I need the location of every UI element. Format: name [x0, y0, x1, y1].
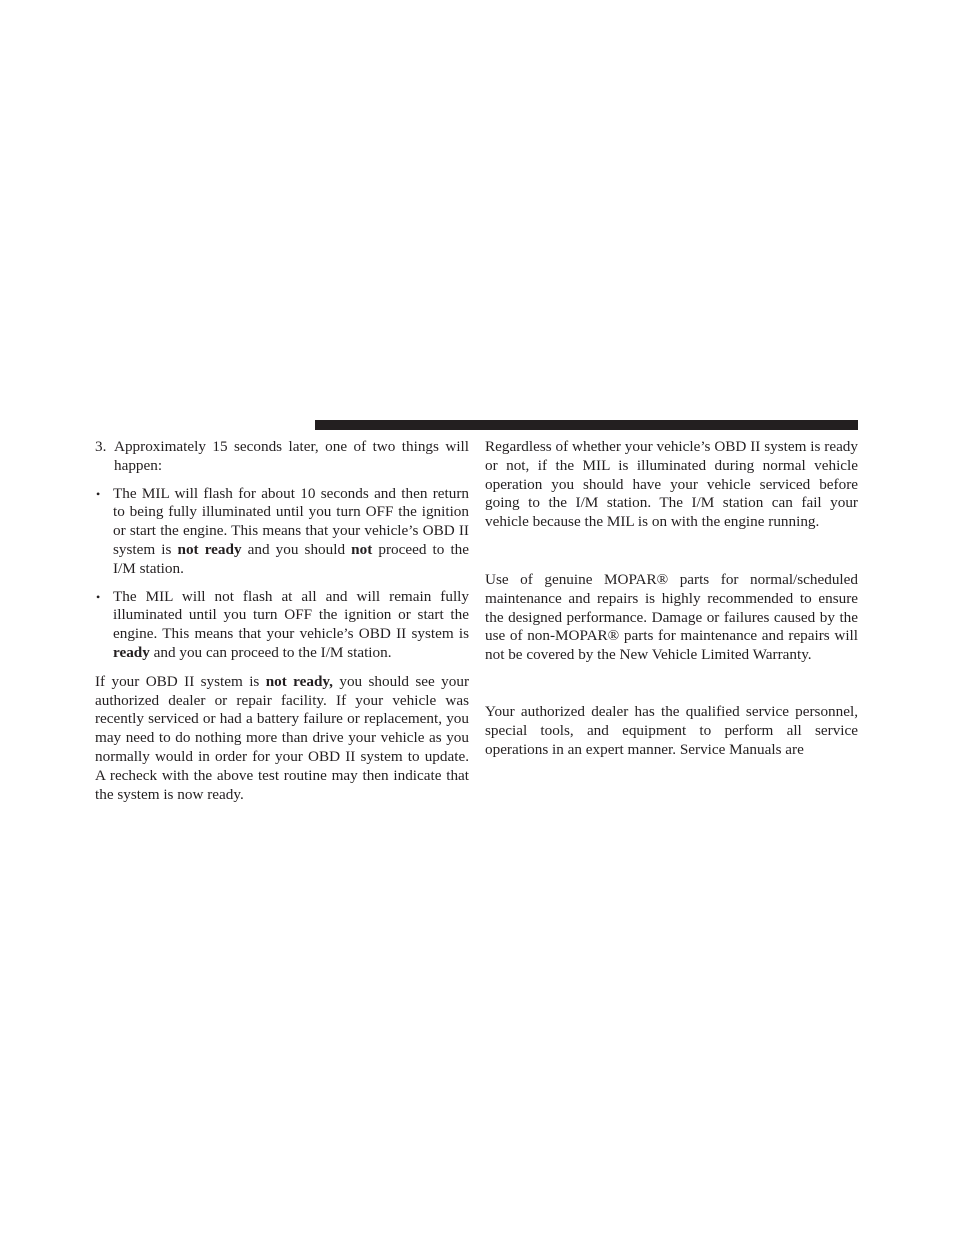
- numbered-step-3: [95, 438, 469, 476]
- dealer-service-paragraph: Your authorized dealer has the qualified service personnel, special tools, and equipment to perform all service operations in an expert manner. Service Manuals are: [485, 702, 858, 758]
- bullet-item-ready: [95, 588, 469, 663]
- right-column: [485, 438, 858, 759]
- step-number: 3.: [95, 438, 107, 455]
- emphasis-not-ready: not ready,: [265, 672, 333, 690]
- bullet-text: The MIL will not flash at all and will remain fully illuminated until you turn OFF the ignition or start the engine. This means that your vehicle’s OBD II system is ready and you can proceed to the I/M station.: [113, 587, 469, 661]
- mil-illuminated-paragraph: Regardless of whether your vehicle’s OBD II system is ready or not, if the MIL is illuminated during normal vehicle operation you should have your vehicle serviced before going to the I/M station. The I/M station can fail your vehicle because the MIL is on with the engine running.: [485, 438, 858, 531]
- section-header-bar: [315, 420, 858, 430]
- bullet-icon: •: [96, 486, 101, 501]
- emphasis-not-ready: not ready: [177, 540, 242, 558]
- emphasis-not: not: [351, 540, 373, 558]
- bullet-item-not-ready: [95, 485, 469, 579]
- left-column: [95, 438, 469, 804]
- mopar-parts-paragraph: Use of genuine MOPAR® parts for normal/scheduled maintenance and repairs is highly recommended to ensure the designed performance. Damage or failures caused by the use of non-MOPAR® parts for maintenance and repairs will not be covered by the New Vehicle Limited Warranty.: [485, 570, 858, 664]
- not-ready-paragraph: If your OBD II system is not ready, you should see your authorized dealer or repair facility. If your vehicle was recently serviced or had a battery failure or replacement, you may need to do nothing more than drive your vehicle as you normally would in order for your OBD II system to update. A recheck with the above test routine may then indicate that the system is now ready.: [95, 672, 469, 803]
- step-text: Approximately 15 seconds later, one of two things will happen:: [114, 438, 469, 474]
- emphasis-ready: ready: [113, 643, 150, 661]
- bullet-icon: •: [96, 589, 101, 604]
- bullet-text: The MIL will flash for about 10 seconds and then return to being fully illuminated until you turn OFF the ignition or start the engine. This means that your vehicle’s OBD II system is not ready and you should not proceed to the I/M station.: [113, 484, 469, 577]
